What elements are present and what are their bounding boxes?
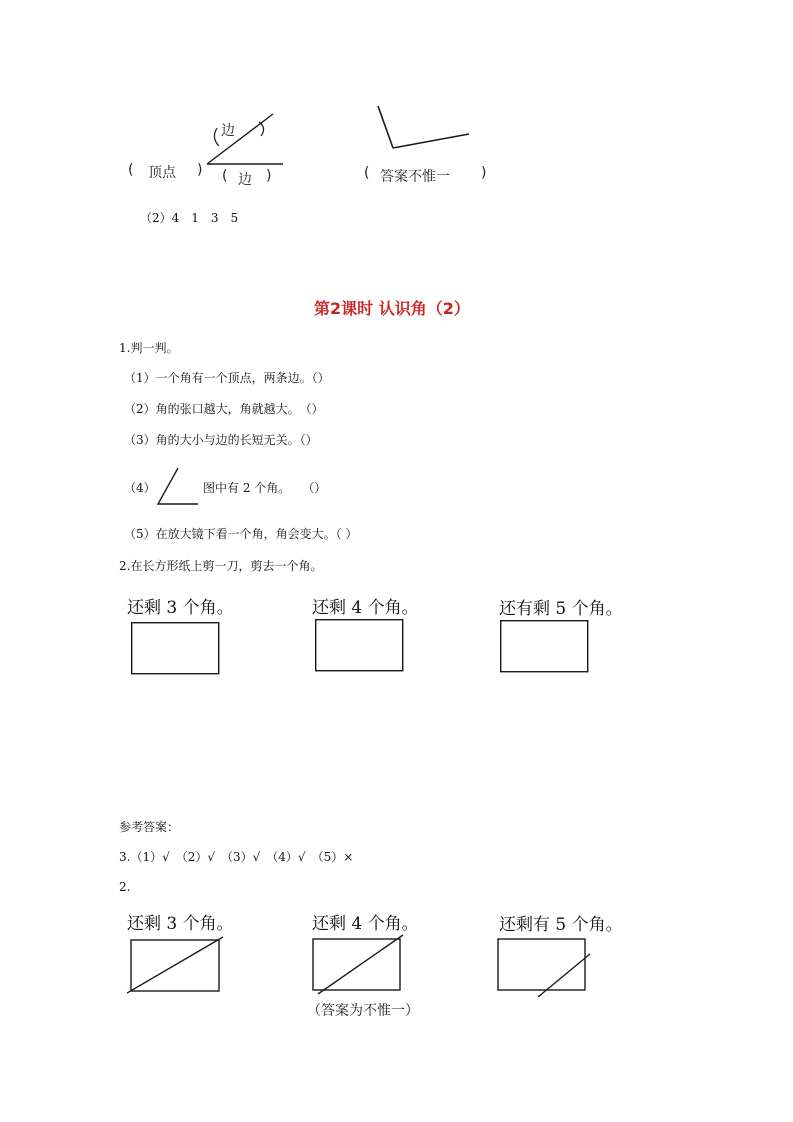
q1-item-4-text: 图中有 2 个角。 （） [203, 481, 327, 495]
side-label-upper: 边 [221, 123, 235, 139]
answer-caption-3: 还剩有 5 个角。 [499, 915, 623, 935]
q1-heading: 1.判一判。 [119, 341, 179, 355]
q2-caption-2: 还剩 4 个角。 [312, 598, 419, 618]
q2-rect-2 [315, 619, 405, 673]
paren-close-lower-side: ) [266, 168, 272, 184]
paren-close-answer: ) [481, 165, 487, 181]
answer-caption-1: 还剩 3 个角。 [127, 914, 234, 934]
q2-rect-1 [131, 622, 221, 676]
answer-caption-2: 还剩 4 个角。 [312, 914, 419, 934]
angle-diagram-labeled [195, 108, 295, 168]
q2-rect-3 [500, 620, 590, 674]
q1-item-2: （2）角的张口越大，角就越大。 （） [124, 402, 324, 416]
vertex-label: 顶点 [148, 165, 176, 181]
lesson-title: 第2课时 认识角（2） [314, 299, 470, 318]
angle-diagram-obtuse [375, 104, 475, 154]
paren-open-answer: ( [364, 165, 370, 181]
paren-close-vertex: ) [197, 162, 203, 178]
answer-not-unique-note: 答案不惟一 [380, 169, 450, 185]
q1-item-3: （3）角的大小与边的长短无关。（） [124, 433, 318, 447]
q2-caption-3: 还有剩 5 个角。 [499, 599, 623, 619]
answer-rect-2-cut [310, 934, 410, 996]
q2-heading: 2.在长方形纸上剪一刀，剪去一个角。 [119, 559, 323, 573]
answer-not-unique-note-2: （答案为不惟一） [307, 1003, 419, 1019]
answers-heading: 参考答案： [119, 820, 180, 834]
part2-answer: （2）4 1 3 5 [140, 211, 239, 225]
q2-caption-1: 还剩 3 个角。 [127, 598, 234, 618]
paren-open-vertex: ( [128, 162, 134, 178]
side-label-lower: 边 [238, 172, 252, 188]
triangle-figure [156, 466, 200, 506]
answer-rect-1-cut [126, 936, 226, 996]
answers-line-1: 3.（1）√ （2）√ （3）√ （4）√ （5）× [119, 850, 354, 864]
q1-item-5: （5）在放大镜下看一个角，角会变大。（ ） [124, 527, 358, 541]
q1-item-1: （1）一个角有一个顶点，两条边。（） [124, 371, 330, 385]
q1-item-4-prefix: （4） [124, 481, 156, 495]
answers-line-2: 2. [119, 880, 131, 894]
answer-rect-3-cut [496, 936, 596, 998]
paren-open-lower-side: ( [222, 168, 228, 184]
